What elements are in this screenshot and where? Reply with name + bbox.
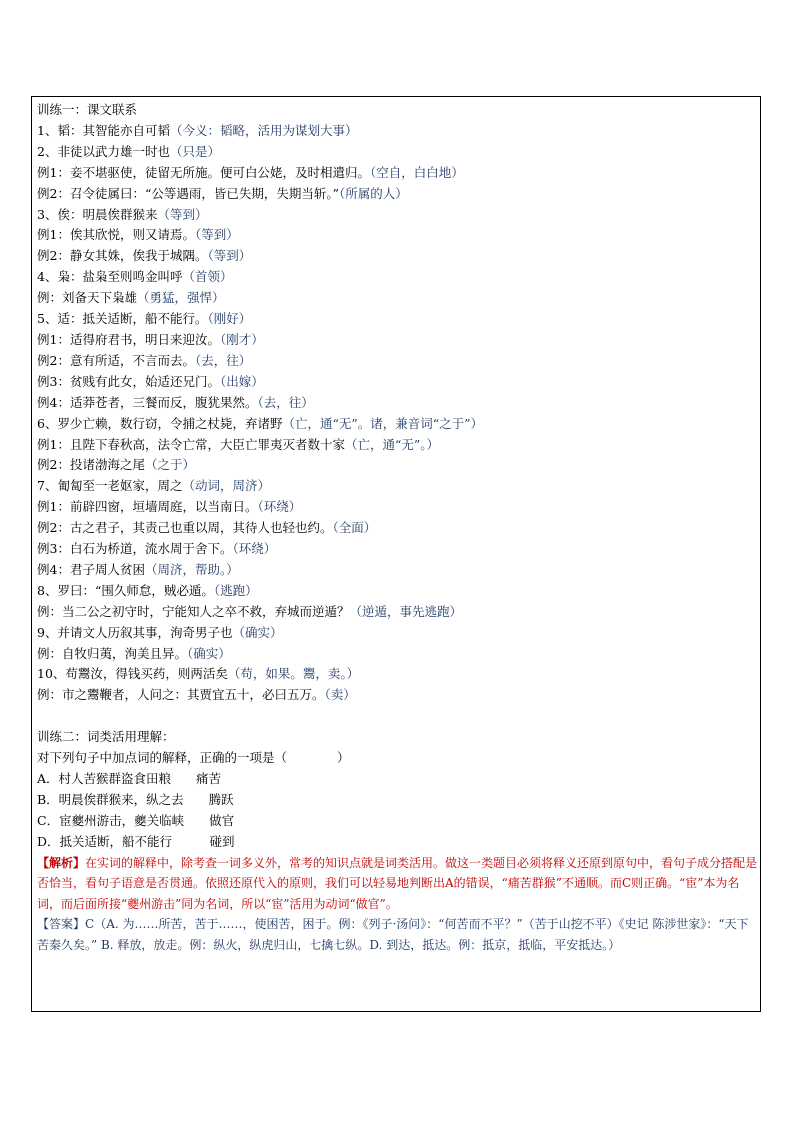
entry-note: （动词，周济） <box>182 478 270 494</box>
entry-text: 例：自牧归荑，洵美且异。 <box>37 645 188 661</box>
entry-line <box>37 644 759 665</box>
question-text: 对下列句子中加点词的解释，正确的一项是（ ） <box>37 750 350 766</box>
entry-text: 7、匍匐至一老妪家，周之 <box>37 478 183 494</box>
entry-line <box>37 518 759 539</box>
entry-note: （去，往） <box>194 352 252 368</box>
entry-note: （空自，白白地） <box>369 164 464 180</box>
entry-text: 例1：妾不堪驱使，徒留无所施。便可白公姥，及时相遣归。 <box>37 164 370 180</box>
entry-line <box>37 288 759 309</box>
entry-note: （刚好） <box>207 311 252 327</box>
entry-note: （亡，通“无”。） <box>344 436 439 452</box>
entry-text: 例：市之鬻鞭者，人问之：其贾宜五十，必曰五万。 <box>37 687 325 703</box>
entry-text: 3、俟：明晨俟群猴来 <box>37 206 158 222</box>
entry-text: 例2：召令徒属曰：“公等遇雨，皆已失期，失期当斩。” <box>37 185 339 201</box>
entry-text: 4、枭：盐枭至则鸣金叫呼 <box>37 269 183 285</box>
entry-line <box>37 225 759 246</box>
entry-note: （去，往） <box>257 394 314 410</box>
entry-line <box>37 205 759 226</box>
option-a: A．村人苦猴群盗食田粮 痛苦 <box>37 770 222 786</box>
entry-line <box>37 267 759 288</box>
section1-lines <box>37 121 759 706</box>
entry-text: 6、罗少亡赖，数行窃，令捕之杖毙，弃诸野 <box>37 415 283 431</box>
document-content <box>37 100 759 955</box>
entry-line <box>37 372 759 393</box>
entry-text: 例3：白石为桥道，流水周于舍下。 <box>37 541 233 557</box>
entry-text: 9、并请文人历叙其事，洵奇男子也 <box>37 624 233 640</box>
entry-text: 例：刘备天下枭雄 <box>37 290 138 306</box>
entry-note: （卖） <box>324 687 356 703</box>
entry-note: （逆遁，事先逃跑） <box>349 603 463 619</box>
entry-note: （勇猛，强悍） <box>137 290 225 306</box>
entry-text: 例1：适得府君书，明日来迎汝。 <box>37 331 220 347</box>
answer-block <box>37 914 759 955</box>
entry-text: 1、韬：其智能亦自可韬 <box>37 122 170 138</box>
section1-title: 训练一：课文联系 <box>37 102 138 117</box>
entry-text: 例1：且陛下春秋高，法令亡常，大臣亡罪夷灭者数十家 <box>37 436 345 452</box>
entry-line <box>37 685 759 706</box>
entry-line <box>37 246 759 267</box>
entry-text: 例：当二公之初守时，宁能知人之卒不救，弃城而逆遁？ <box>37 603 350 619</box>
entry-note: （环绕） <box>257 499 302 515</box>
entry-line <box>37 581 759 602</box>
entry-text: 5、适：抵关适断，船不能行。 <box>37 311 208 327</box>
entry-line <box>37 309 759 330</box>
analysis-tag: 【解析】 <box>37 855 86 870</box>
entry-note: （今义：韬略，活用为谋划大事） <box>169 122 358 138</box>
entry-note: （确实） <box>232 624 283 640</box>
analysis-text: 在实词的解释中，除考查一词多义外，常考的知识点就是词类活用。做这一类题目必须将释义还原到原句中，看句子成分搭配是否恰当，看句子语意是否贯通。依照还原代入的原则，我们可以轻易地判断出A的错误，“痛苦群猴”不通顺。而C则正确。“宦”本为名词，而后面所接“夔州游击”同为名词，所以“宦”活用为动词“做官”。 <box>37 855 758 911</box>
entry-line <box>37 393 759 414</box>
entry-note: （周济，帮助。） <box>144 561 239 577</box>
entry-note: （逃跑） <box>213 582 258 598</box>
entry-text: 8、罗曰：“围久师怠，贼必遁。 <box>37 582 214 598</box>
entry-note: （等到） <box>207 248 252 264</box>
entry-text: 2、非徒以武力雄一时也 <box>37 143 170 159</box>
entry-text: 例2：投诸渤海之尾 <box>37 457 145 473</box>
entry-line <box>37 121 759 142</box>
entry-note: （确实） <box>187 645 231 661</box>
entry-text: 例2：静女其姝，俟我于城隅。 <box>37 248 208 264</box>
entry-line <box>37 330 759 351</box>
entry-note: （首领） <box>182 269 233 285</box>
entry-note: （只是） <box>169 143 220 159</box>
entry-text: 10、苟鬻汝，得钱买药，则两活矣 <box>37 666 228 682</box>
entry-text: 例3：贫贱有此女，始适还兄门。 <box>37 373 220 389</box>
entry-note: （全面） <box>332 520 377 536</box>
analysis-block <box>37 853 759 915</box>
entry-line <box>37 351 759 372</box>
section2-title: 训练二：词类活用理解： <box>37 729 175 745</box>
entry-note: （亡，通“无”。诸，兼音词“之于”） <box>282 415 484 431</box>
entry-line <box>37 184 759 205</box>
entry-note: （环绕） <box>232 541 277 557</box>
entry-line <box>37 414 759 435</box>
entry-text: 例1：俟其欣悦，则又请焉。 <box>37 227 195 243</box>
answer-text: C（A. 为……所苦，苦于……，使困苦，困于。例：《列子·汤问》：“何苦而不平？”（苦于山挖不平）《史记 陈涉世家》：“天下苦秦久矣。” B. 释放，放走。例：纵火，纵虎归山，七擒七纵。D. 到达，抵达。例：抵京，抵临，平安抵达。） <box>37 917 749 952</box>
entry-line <box>37 602 759 623</box>
entry-line <box>37 539 759 560</box>
entry-line <box>37 476 759 497</box>
entry-line <box>37 497 759 518</box>
answer-tag: 【答案】 <box>37 917 86 932</box>
entry-note: （苟，如果。鬻，卖。） <box>227 666 360 682</box>
entry-text: 例1：前辟四窗，垣墙周庭，以当南日。 <box>37 499 258 515</box>
entry-text: 例4：适莽苍者，三餐而反，腹犹果然。 <box>37 394 258 410</box>
entry-line <box>37 560 759 581</box>
entry-line <box>37 142 759 163</box>
entry-line <box>37 664 759 685</box>
entry-line <box>37 623 759 644</box>
entry-text: 例2：意有所适，不言而去。 <box>37 352 195 368</box>
option-c: C．宦夔州游击，夔关临峡 做官 <box>37 812 235 828</box>
entry-note: （刚才） <box>219 331 264 347</box>
entry-note: （出嫁） <box>219 373 264 389</box>
entry-text: 例4：君子周人贫困 <box>37 561 145 577</box>
spacer <box>37 706 759 727</box>
entry-note: （等到） <box>157 206 208 222</box>
entry-line <box>37 163 759 184</box>
option-b: B．明晨俟群猴来，纵之去 腾跃 <box>37 791 234 807</box>
entry-line <box>37 435 759 456</box>
entry-text: 例2：古之君子，其责己也重以周，其待人也轻也约。 <box>37 520 333 536</box>
entry-note: （之于） <box>144 457 195 473</box>
option-d: D．抵关适断，船不能行 碰到 <box>37 833 235 849</box>
entry-note: （等到） <box>194 227 239 243</box>
entry-line <box>37 455 759 476</box>
entry-note: （所属的人） <box>339 185 408 201</box>
